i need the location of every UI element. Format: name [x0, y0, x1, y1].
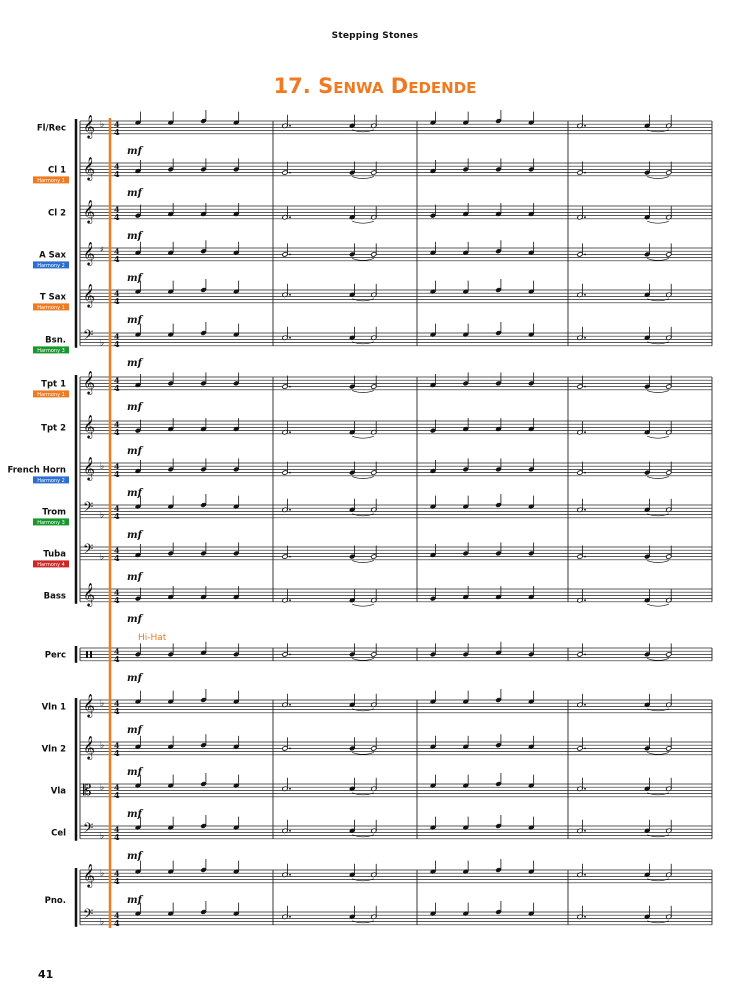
time-signature-top: 4	[114, 587, 120, 598]
tie	[647, 436, 669, 438]
time-signature-top: 4	[114, 868, 120, 879]
time-signature-bottom: 4	[114, 168, 120, 179]
flat-icon: ♭	[100, 338, 105, 349]
flat-icon: ♭	[100, 510, 105, 521]
time-signature-bottom: 4	[114, 747, 120, 758]
dot	[289, 916, 291, 918]
time-signature-bottom: 4	[114, 426, 120, 437]
piece-title: 17. Senwa Dedende	[273, 74, 477, 98]
dynamic-mf: mf	[127, 145, 142, 157]
harmony-tag	[33, 390, 69, 398]
alto-clef-icon: 𝄡	[83, 781, 92, 799]
staff	[80, 199, 712, 224]
dot	[584, 216, 586, 218]
instrument-name: T Sax	[39, 292, 66, 303]
dot	[289, 386, 291, 388]
flat-icon: ♭	[100, 869, 105, 880]
instrument-name: Tpt 1	[41, 379, 66, 390]
treble-clef-icon: 𝄞	[83, 156, 95, 180]
dot	[584, 874, 586, 876]
time-signature-bottom: 4	[114, 468, 120, 479]
time-signature-bottom: 4	[114, 126, 120, 137]
instrument-name: Vln 2	[41, 744, 66, 755]
time-signature-bottom: 4	[114, 705, 120, 716]
staff	[80, 370, 712, 395]
dot	[584, 172, 586, 174]
tie	[352, 436, 374, 438]
bass-clef-icon: 𝄢	[83, 499, 94, 518]
dot	[584, 556, 586, 558]
instrument-name: French Horn	[7, 465, 66, 476]
dot	[584, 431, 586, 433]
tie	[647, 221, 669, 223]
time-signature-top: 4	[114, 698, 120, 709]
time-signature-top: 4	[114, 545, 120, 556]
staff	[80, 815, 712, 842]
dot	[584, 748, 586, 750]
dynamic-mf: mf	[127, 613, 142, 625]
staff	[80, 240, 712, 266]
treble-clef-icon: 𝄞	[83, 370, 95, 394]
dynamic-mf: mf	[127, 766, 142, 778]
staff	[80, 582, 712, 607]
time-signature-top: 4	[114, 782, 120, 793]
time-signature-bottom: 4	[114, 382, 120, 393]
time-signature-top: 4	[114, 246, 120, 257]
tie	[352, 477, 374, 479]
tie	[647, 561, 669, 563]
dot	[289, 704, 291, 706]
tie	[647, 258, 669, 260]
dynamic-mf: mf	[127, 529, 142, 541]
time-signature-bottom: 4	[114, 338, 120, 349]
harmony-tag-label: Harmony 3	[37, 519, 65, 526]
harmony-tag	[33, 518, 69, 526]
time-signature-bottom: 4	[114, 211, 120, 222]
staff	[80, 156, 712, 181]
harmony-tag-label: Harmony 1	[37, 304, 65, 311]
dot	[584, 704, 586, 706]
harmony-tag-label: Harmony 2	[37, 262, 65, 269]
time-signature-bottom: 4	[114, 789, 120, 800]
perc-clef-icon	[90, 651, 92, 657]
dot	[289, 788, 291, 790]
tie	[647, 177, 669, 179]
dynamic-mf: mf	[127, 357, 142, 369]
dot	[289, 431, 291, 433]
harmony-tag	[33, 476, 69, 484]
treble-clef-icon: 𝄞	[83, 241, 95, 265]
dynamic-mf: mf	[127, 445, 142, 457]
dynamic-mf: mf	[127, 487, 142, 499]
dot	[289, 830, 291, 832]
harmony-tag	[33, 346, 69, 354]
dot	[289, 125, 291, 127]
staff	[80, 322, 712, 349]
tie	[352, 258, 374, 260]
tie	[352, 561, 374, 563]
harmony-tag	[33, 303, 69, 311]
time-signature-top: 4	[114, 503, 120, 514]
staff	[80, 494, 712, 521]
tie	[647, 658, 669, 660]
dot	[584, 386, 586, 388]
bass-clef-icon: 𝄢	[83, 820, 94, 839]
instrument-name: A Sax	[39, 250, 66, 261]
dynamic-mf: mf	[127, 724, 142, 736]
time-signature-bottom: 4	[114, 653, 120, 664]
dot	[584, 916, 586, 918]
time-signature-bottom: 4	[114, 295, 120, 306]
treble-clef-icon: 𝄞	[83, 863, 95, 887]
time-signature-top: 4	[114, 824, 120, 835]
book-title: Stepping Stones	[331, 31, 419, 41]
dot	[289, 748, 291, 750]
time-signature-top: 4	[114, 740, 120, 751]
treble-clef-icon: 𝄞	[83, 199, 95, 223]
harmony-tag	[33, 261, 69, 269]
staff	[80, 414, 712, 439]
harmony-tag-label: Harmony 1	[37, 391, 65, 398]
harmony-tag-label: Harmony 3	[37, 347, 65, 354]
dot	[289, 509, 291, 511]
instrument-name: Perc	[44, 650, 66, 661]
instrument-name: Vla	[50, 786, 66, 797]
dot	[289, 599, 291, 601]
instrument-name: Pno.	[44, 896, 66, 906]
staff	[80, 689, 712, 718]
staff	[80, 901, 712, 928]
flat-icon: ♭	[100, 783, 105, 794]
tie	[647, 391, 669, 393]
flat-icon: ♭	[100, 741, 105, 752]
flat-icon: ♭	[100, 699, 105, 710]
tie	[647, 604, 669, 606]
dynamic-mf: mf	[127, 894, 142, 906]
dot	[289, 337, 291, 339]
harmony-tag-label: Harmony 2	[37, 477, 65, 484]
instrument-name: Bsn.	[45, 335, 66, 346]
time-signature-bottom: 4	[114, 594, 120, 605]
time-signature-top: 4	[114, 331, 120, 342]
treble-clef-icon: 𝄞	[83, 414, 95, 438]
harmony-tag	[33, 560, 69, 568]
time-signature-top: 4	[114, 910, 120, 921]
dot	[584, 599, 586, 601]
flat-icon: ♭	[100, 462, 105, 473]
dynamic-mf: mf	[127, 672, 142, 684]
treble-clef-icon: 𝄞	[83, 582, 95, 606]
dot	[584, 125, 586, 127]
tie	[647, 752, 669, 754]
dynamic-mf: mf	[127, 401, 142, 413]
time-signature-top: 4	[114, 119, 120, 130]
dot	[289, 216, 291, 218]
dot	[584, 472, 586, 474]
dot	[584, 509, 586, 511]
dot	[584, 254, 586, 256]
treble-clef-icon: 𝄞	[83, 735, 95, 759]
tie	[352, 177, 374, 179]
staff	[80, 773, 712, 800]
time-signature-top: 4	[114, 419, 120, 430]
tie	[352, 658, 374, 660]
time-signature-bottom: 4	[114, 253, 120, 264]
instrument-name: Cel	[51, 828, 66, 839]
dot	[584, 654, 586, 656]
tie	[352, 391, 374, 393]
time-signature-bottom: 4	[114, 552, 120, 563]
instrument-name: Trom	[42, 507, 66, 518]
dot	[289, 874, 291, 876]
instrument-name: Tpt 2	[41, 423, 66, 434]
dynamic-mf: mf	[127, 850, 142, 862]
tie	[352, 604, 374, 606]
staff	[80, 642, 712, 664]
instrument-name: Fl/Rec	[36, 123, 66, 134]
staff	[80, 279, 712, 308]
time-signature-bottom: 4	[114, 917, 120, 928]
staff	[80, 734, 712, 760]
flat-icon: ♭	[100, 831, 105, 842]
tie	[352, 221, 374, 223]
sharp-icon: ♯	[100, 245, 104, 254]
staff	[80, 541, 712, 563]
tie	[647, 477, 669, 479]
time-signature-top: 4	[114, 161, 120, 172]
treble-clef-icon: 𝄞	[83, 693, 95, 717]
instrument-name: Vln 1	[41, 702, 66, 713]
bass-clef-icon: 𝄢	[83, 906, 94, 925]
time-signature-top: 4	[114, 375, 120, 386]
instrument-name: Cl 2	[47, 208, 66, 219]
dot	[289, 472, 291, 474]
tie	[352, 752, 374, 754]
dot	[289, 556, 291, 558]
treble-clef-icon: 𝄞	[83, 283, 95, 307]
dynamic-mf: mf	[127, 230, 142, 242]
harmony-tag-label: Harmony 4	[37, 561, 65, 568]
time-signature-bottom: 4	[114, 510, 120, 521]
dot	[289, 654, 291, 656]
dynamic-mf: mf	[127, 808, 142, 820]
dot	[289, 294, 291, 296]
treble-clef-icon: 𝄞	[83, 456, 95, 480]
dynamic-mf: mf	[127, 314, 142, 326]
dot	[584, 788, 586, 790]
bass-clef-icon: 𝄢	[83, 327, 94, 346]
time-signature-bottom: 4	[114, 831, 120, 842]
time-signature-top: 4	[114, 646, 120, 657]
hi-hat-label: Hi-Hat	[138, 633, 167, 643]
dot	[584, 337, 586, 339]
staff	[80, 110, 712, 139]
dot	[289, 254, 291, 256]
dynamic-mf: mf	[127, 187, 142, 199]
treble-clef-icon: 𝄞	[83, 114, 95, 138]
page-number: 41	[38, 968, 54, 981]
harmony-tag	[33, 176, 69, 184]
time-signature-top: 4	[114, 461, 120, 472]
harmony-tag-label: Harmony 1	[37, 177, 65, 184]
time-signature-bottom: 4	[114, 875, 120, 886]
flat-icon: ♭	[100, 917, 105, 928]
instrument-name: Cl 1	[47, 165, 66, 176]
dynamic-mf: mf	[127, 571, 142, 583]
dynamic-mf: mf	[127, 272, 142, 284]
perc-clef-icon	[86, 651, 88, 657]
instrument-name: Tuba	[43, 549, 66, 560]
bass-clef-icon: 𝄢	[83, 541, 94, 560]
staff	[80, 456, 712, 481]
flat-icon: ♭	[100, 120, 105, 131]
time-signature-top: 4	[114, 204, 120, 215]
staff	[80, 859, 712, 888]
time-signature-top: 4	[114, 288, 120, 299]
flat-icon: ♭	[100, 552, 105, 563]
dot	[289, 172, 291, 174]
instrument-name: Bass	[43, 591, 66, 602]
dot	[584, 294, 586, 296]
dot	[584, 830, 586, 832]
